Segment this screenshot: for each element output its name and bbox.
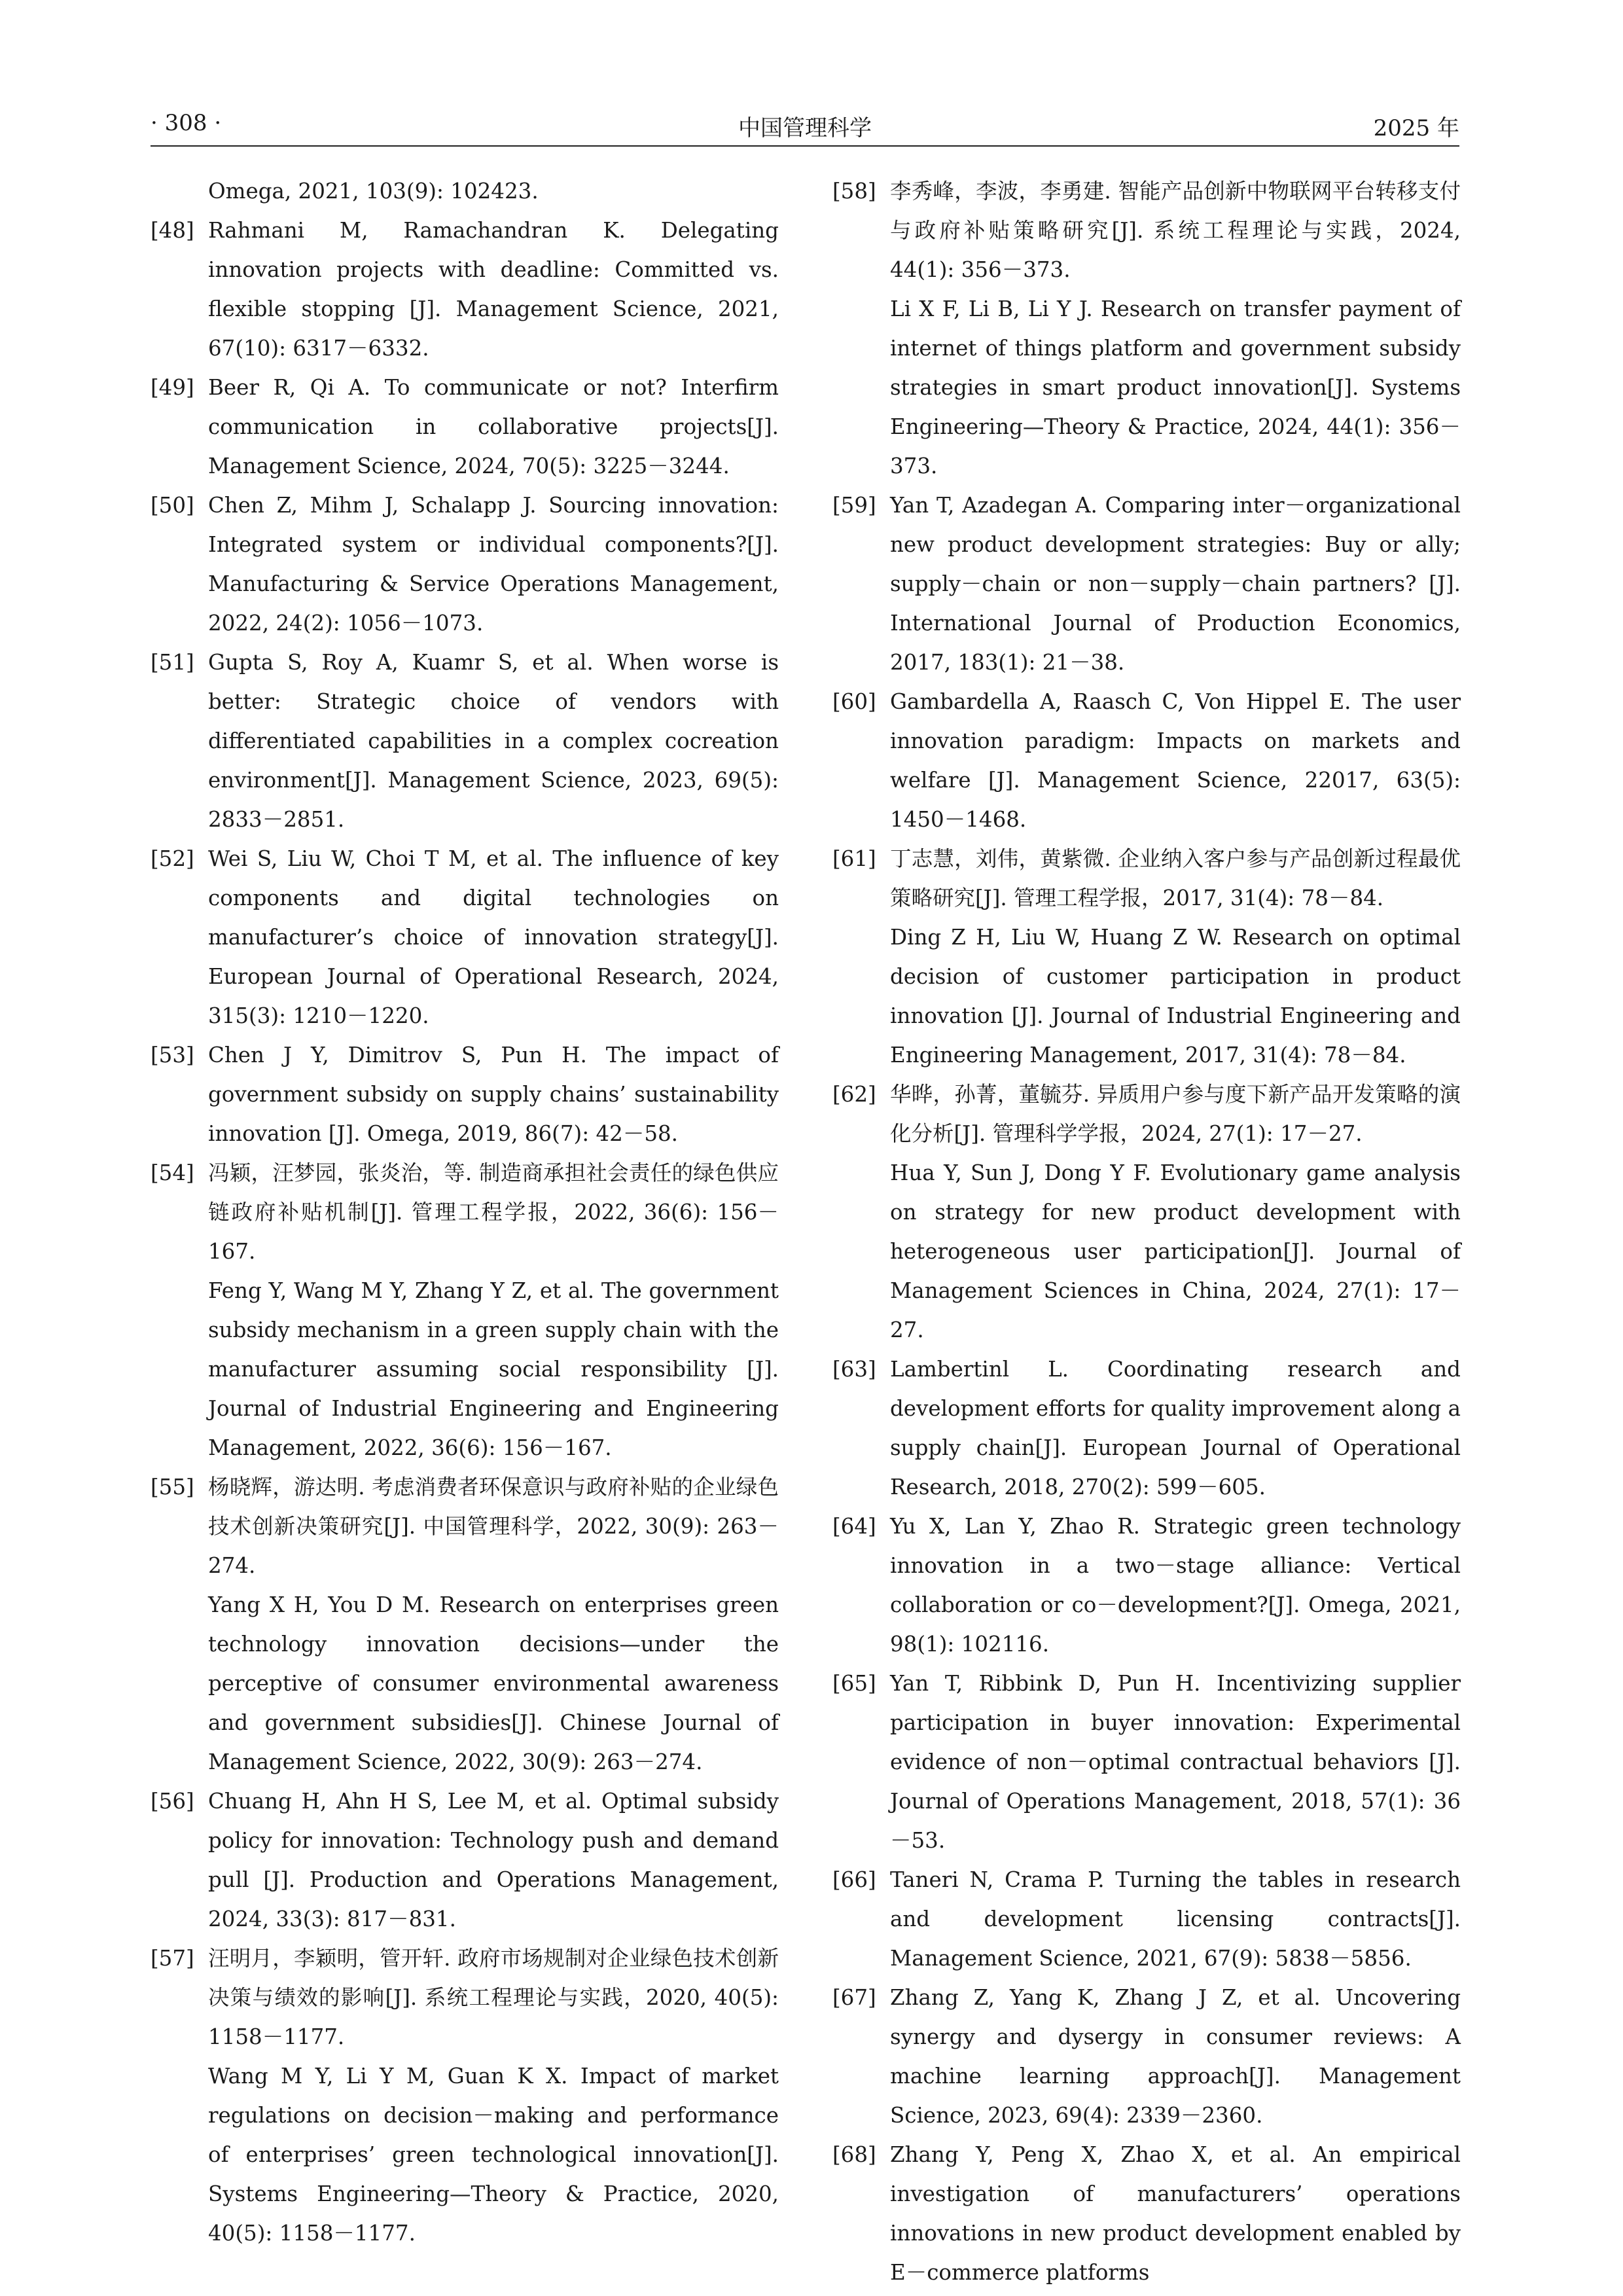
reference-text: Zhang Z, Yang K, Zhang J Z, et al. Uncovering synergy and dysergy in consumer reviews: A machine learning approach[J]. Management Science, 2023, 69(4): 2339－2360. — [890, 1985, 1461, 2128]
reference-entry — [151, 643, 779, 839]
reference-text: Wang M Y, Li Y M, Guan K X. Impact of market regulations on decision－making and performance of enterprises’ green technological innovation[J]. Systems Engineering—Theory & Practice, 2020, 40(5): 1158－1177. — [208, 2064, 779, 2246]
reference-text: Chuang H, Ahn H S, Lee M, et al. Optimal subsidy policy for innovation: Technology push and demand pull [J]. Production and Operations Management, 2024, 33(3): 817－831. — [208, 1789, 779, 1931]
reference-entry — [832, 1860, 1461, 1978]
reference-number: [56] — [151, 1789, 194, 1814]
right-column — [832, 171, 1461, 2292]
left-column — [151, 171, 779, 2253]
reference-text: 华晔，孙菁，董毓芬. 异质用户参与度下新产品开发策略的演化分析[J]. 管理科学学报，2024, 27(1): 17－27. — [890, 1082, 1461, 1146]
reference-text: Feng Y, Wang M Y, Zhang Y Z, et al. The government subsidy mechanism in a green supply chain with the manufacturer assuming social responsibility [J]. Journal of Industrial Engineering and Engineering Management, 2022, 36(6): 156－167. — [208, 1278, 779, 1460]
reference-text: Zhang Y, Peng X, Zhao X, et al. An empirical investigation of manufacturers’ operations innovations in new product development enabled by E－commerce platforms — [890, 2142, 1461, 2285]
reference-number: [60] — [832, 689, 876, 714]
reference-text: Gupta S, Roy A, Kuamr S, et al. When worse is better: Strategic choice of vendors with differentiated capabilities in a complex cocreation environment[J]. Management Science, 2023, 69(5): 2833－2851. — [208, 650, 779, 832]
reference-entry — [832, 1507, 1461, 1664]
reference-text: 冯颖，汪梦园，张炎治，等. 制造商承担社会责任的绿色供应链政府补贴机制[J]. 管理工程学报，2022, 36(6): 156－167. — [208, 1160, 779, 1264]
page-header — [151, 110, 1459, 147]
page-number: · 308 · — [151, 110, 222, 136]
reference-entry — [151, 839, 779, 1035]
reference-entry — [151, 1153, 779, 1467]
reference-entry — [832, 1664, 1461, 1860]
reference-number: [51] — [151, 650, 194, 675]
reference-entry — [832, 171, 1461, 486]
reference-entry — [151, 1467, 779, 1782]
reference-text: Li X F, Li B, Li Y J. Research on transfer payment of internet of things platform and government subsidy strategies in smart product innovation[J]. Systems Engineering—Theory & Practice, 2024, 44(1): 356－373. — [890, 296, 1461, 478]
reference-text: 汪明月，李颖明，管开轩. 政府市场规制对企业绿色技术创新决策与绩效的影响[J]. 系统工程理论与实践，2020, 40(5): 1158－1177. — [208, 1946, 779, 2049]
year: 2025 年 — [1373, 115, 1459, 141]
reference-text: Wei S, Liu W, Choi T M, et al. The influence of key components and digital technologies on manufacturer’s choice of innovation strategy[J]. European Journal of Operational Research, 2024, 315(3): 1210－1220. — [208, 846, 779, 1028]
reference-entry — [832, 682, 1461, 839]
reference-text: Chen Z, Mihm J, Schalapp J. Sourcing innovation: Integrated system or individual components?[J]. Manufacturing & Service Operations Management, 2022, 24(2): 1056－1073. — [208, 493, 779, 636]
reference-number: [48] — [151, 218, 194, 243]
reference-entry — [151, 1782, 779, 1939]
reference-number: [66] — [832, 1867, 876, 1892]
reference-number: [53] — [151, 1043, 194, 1067]
reference-text: Yang X H, You D M. Research on enterprises green technology innovation decisions—under the perceptive of consumer environmental awareness and government subsidies[J]. Chinese Journal of Management Science, 2022, 30(9): 263－274. — [208, 1592, 779, 1774]
reference-entry — [151, 171, 779, 211]
reference-text: 杨晓辉，游达明. 考虑消费者环保意识与政府补贴的企业绿色技术创新决策研究[J]. 中国管理科学，2022, 30(9): 263－274. — [208, 1475, 779, 1578]
reference-entry — [832, 486, 1461, 682]
header-rule — [151, 145, 1459, 147]
reference-text: Taneri N, Crama P. Turning the tables in research and development licensing contracts[J]. Management Science, 2021, 67(9): 5838－5856. — [890, 1867, 1461, 1971]
reference-entry — [832, 1350, 1461, 1507]
reference-number: [49] — [151, 375, 194, 400]
reference-number: [67] — [832, 1985, 876, 2010]
reference-entry — [151, 368, 779, 486]
reference-number: [65] — [832, 1671, 876, 1696]
reference-text: Chen J Y, Dimitrov S, Pun H. The impact of government subsidy on supply chains’ sustainability innovation [J]. Omega, 2019, 86(7): 42－58. — [208, 1043, 779, 1146]
reference-number: [61] — [832, 846, 876, 871]
reference-entry — [832, 1978, 1461, 2135]
reference-text: Hua Y, Sun J, Dong Y F. Evolutionary game analysis on strategy for new product development with heterogeneous user participation[J]. Journal of Management Sciences in China, 2024, 27(1): 17－27. — [890, 1160, 1461, 1342]
reference-text: Beer R, Qi A. To communicate or not? Interfirm communication in collaborative projects[J]. Management Science, 2024, 70(5): 3225－3244. — [208, 375, 779, 478]
journal-title: 中国管理科学 — [738, 115, 872, 141]
reference-number: [63] — [832, 1357, 876, 1382]
reference-number: [64] — [832, 1514, 876, 1539]
reference-text: Yan T, Ribbink D, Pun H. Incentivizing supplier participation in buyer innovation: Experimental evidence of non－optimal contractual behaviors [J]. Journal of Operations Management, 2018, 57(1): 36－53. — [890, 1671, 1461, 1853]
reference-text: 丁志慧，刘伟，黄紫微. 企业纳入客户参与产品创新过程最优策略研究[J]. 管理工程学报，2017, 31(4): 78－84. — [890, 846, 1461, 910]
reference-entry — [151, 1939, 779, 2253]
reference-entry — [151, 1035, 779, 1153]
reference-number: [62] — [832, 1082, 876, 1107]
reference-entry — [151, 211, 779, 368]
reference-number: [58] — [832, 179, 876, 204]
reference-number: [54] — [151, 1160, 194, 1185]
reference-text: 李秀峰，李波，李勇建. 智能产品创新中物联网平台转移支付与政府补贴策略研究[J]. 系统工程理论与实践，2024, 44(1): 356－373. — [890, 179, 1461, 282]
reference-text: Omega, 2021, 103(9): 102423. — [208, 179, 539, 204]
reference-number: [59] — [832, 493, 876, 518]
reference-entry — [151, 486, 779, 643]
reference-number: [57] — [151, 1946, 194, 1971]
reference-number: [68] — [832, 2142, 876, 2167]
reference-entry — [832, 1075, 1461, 1350]
reference-number: [55] — [151, 1475, 194, 1499]
reference-text: Ding Z H, Liu W, Huang Z W. Research on optimal decision of customer participation in product innovation [J]. Journal of Industrial Engineering and Engineering Management, 2017, 31(4): 78－84. — [890, 925, 1461, 1067]
reference-text: Yan T, Azadegan A. Comparing inter－organizational new product development strategies: Buy or ally; supply－chain or non－supply－chain partners? [J]. International Journal of Production Economics, 2017, 183(1): 21－38. — [890, 493, 1461, 675]
reference-text: Rahmani M, Ramachandran K. Delegating innovation projects with deadline: Committed vs. flexible stopping [J]. Management Science, 2021, 67(10): 6317－6332. — [208, 218, 779, 361]
reference-text: Gambardella A, Raasch C, Von Hippel E. The user innovation paradigm: Impacts on markets and welfare [J]. Management Science, 22017, 63(5): 1450－1468. — [890, 689, 1461, 832]
reference-number: [50] — [151, 493, 194, 518]
reference-entry — [832, 839, 1461, 1075]
reference-entry — [832, 2135, 1461, 2292]
reference-text: Yu X, Lan Y, Zhao R. Strategic green technology innovation in a two－stage alliance: Vertical collaboration or co－development?[J]. Omega, 2021, 98(1): 102116. — [890, 1514, 1461, 1657]
reference-text: Lambertinl L. Coordinating research and development efforts for quality improvement along a supply chain[J]. European Journal of Operational Research, 2018, 270(2): 599－605. — [890, 1357, 1461, 1499]
reference-number: [52] — [151, 846, 194, 871]
